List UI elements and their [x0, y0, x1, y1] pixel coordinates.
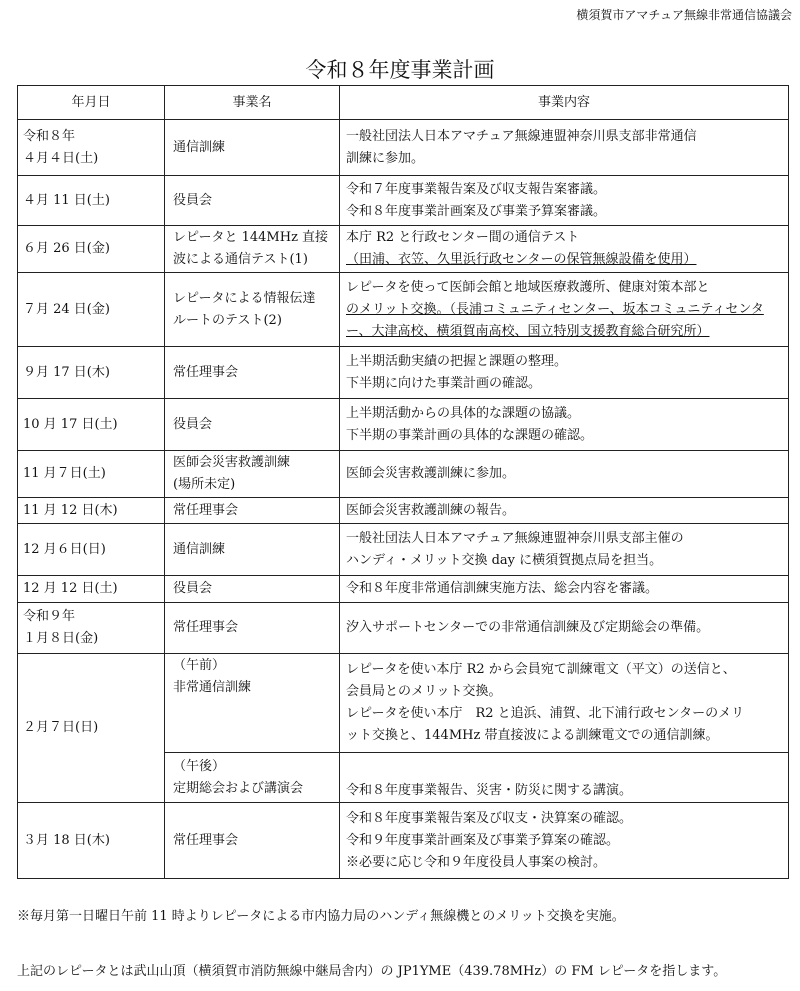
date-cell	[18, 654, 165, 803]
content-line: 令和９年度事業計画案及び事業予算案の確認。	[346, 832, 620, 848]
event-name: 常任理事会	[173, 620, 239, 635]
event-name-cell	[165, 451, 340, 498]
content-line: 令和７年度事業報告案及び収支報告案審議。	[346, 181, 607, 197]
date-line: 令和９年	[23, 609, 76, 624]
event-name: 定期総会および講演会	[173, 780, 304, 796]
event-content-cell	[340, 176, 789, 226]
table-row	[18, 603, 789, 654]
date-line: 12 月 12 日(土)	[23, 581, 118, 596]
organization-name: 横須賀市アマチュア無線非常通信協議会	[576, 8, 792, 22]
header-name: 事業名	[165, 86, 340, 120]
table-row	[18, 498, 789, 524]
event-content-cell	[340, 524, 789, 576]
content-line: 一般社団法人日本アマチュア無線連盟神奈川県支部主催の	[346, 530, 684, 546]
event-name-cell	[165, 753, 340, 803]
content-line: 上半期活動実績の把握と課題の整理。	[346, 353, 568, 369]
date-cell	[18, 273, 165, 347]
event-name: 常任理事会	[173, 502, 239, 518]
date-cell	[18, 399, 165, 451]
content-line: 下半期の事業計画の具体的な課題の確認。	[346, 427, 594, 443]
event-content-cell	[340, 654, 789, 753]
date-line: ２月７日(日)	[23, 720, 99, 735]
event-content-cell	[340, 603, 789, 654]
event-name: 通信訓練	[173, 541, 226, 557]
event-content-cell	[340, 451, 789, 498]
date-line: 11 月 12 日(木)	[23, 502, 118, 518]
event-name: (場所未定)	[173, 477, 236, 492]
event-name-cell	[165, 273, 340, 347]
table-row	[18, 803, 789, 879]
event-content-cell	[340, 753, 789, 803]
content-line: レピータを使い本庁 R2 と追浜、浦賀、北下浦行政センターのメリ	[346, 706, 745, 721]
content-line: 一般社団法人日本アマチュア無線連盟神奈川県支部非常通信	[346, 128, 697, 144]
table-row	[18, 451, 789, 498]
content-line: 会員局とのメリット交換。	[346, 684, 502, 699]
date-line: 令和８年	[23, 128, 76, 144]
monthly-note: ※毎月第一日曜日午前 11 時よりレピータによる市内協力局のハンディ無線機とのメリット交換を実施。	[17, 909, 625, 924]
event-name: レピータと 144MHz 直接	[173, 230, 329, 245]
event-name-cell	[165, 576, 340, 603]
event-name: ルートのテスト(2)	[173, 312, 282, 328]
date-line: ７月 24 日(金)	[23, 301, 110, 317]
event-name-cell	[165, 498, 340, 524]
content-line: （田浦、衣笠、久里浜行政センターの保管無線設備を使用）	[346, 252, 697, 267]
date-cell	[18, 498, 165, 524]
event-content-cell	[340, 576, 789, 603]
event-content-cell	[340, 498, 789, 524]
date-cell	[18, 524, 165, 576]
date-line: ９月 17 日(木)	[23, 364, 110, 380]
content-line: 下半期に向けた事業計画の確認。	[346, 375, 542, 391]
table-row	[18, 273, 789, 347]
event-name-cell	[165, 524, 340, 576]
content-line: 令和８年度事業計画案及び事業予算案審議。	[346, 203, 607, 219]
table-row	[18, 226, 789, 273]
event-name: 医師会災害救護訓練	[173, 455, 291, 470]
event-name-cell	[165, 399, 340, 451]
repeater-note: 上記のレピータとは武山山頂（横須賀市消防無線中継局舎内）の JP1YME（439.78MHz）の FM レピータを指します。	[17, 964, 727, 979]
event-name-cell	[165, 226, 340, 273]
content-line: 本庁 R2 と行政センター間の通信テスト	[346, 230, 580, 245]
event-content-cell	[340, 226, 789, 273]
date-cell	[18, 603, 165, 654]
event-name: 波による通信テスト(1)	[173, 252, 308, 267]
table-row	[18, 120, 789, 176]
header-content: 事業内容	[340, 86, 789, 120]
event-name-cell	[165, 603, 340, 654]
date-line: ４月４日(土)	[23, 150, 99, 166]
event-name: （午前）	[173, 658, 226, 673]
event-name-cell	[165, 803, 340, 879]
content-line: 医師会災害救護訓練の報告。	[346, 502, 516, 518]
date-line: ３月 18 日(木)	[23, 832, 110, 848]
content-line: レピータを使い本庁 R2 から会員宛て訓練電文（平文）の送信と、	[346, 662, 736, 677]
table-row	[18, 524, 789, 576]
event-name: 役員会	[173, 192, 213, 208]
date-line: 10 月 17 日(土)	[23, 416, 118, 432]
event-name: 役員会	[173, 416, 213, 432]
page-title: 令和８年度事業計画	[305, 58, 495, 82]
event-name: レピータによる情報伝達	[173, 290, 316, 306]
event-content-cell	[340, 273, 789, 347]
event-name: 非常通信訓練	[173, 680, 252, 695]
date-line: 12 月６日(日)	[23, 541, 106, 557]
date-cell	[18, 451, 165, 498]
date-line: ４月 11 日(土)	[23, 192, 110, 208]
date-line: ６月 26 日(金)	[23, 241, 110, 256]
content-line: 令和８年度事業報告、災害・防災に関する講演。	[346, 783, 633, 798]
event-name: 通信訓練	[173, 139, 226, 155]
date-cell	[18, 176, 165, 226]
content-line: ハンディ・メリット交換 day に横須賀拠点局を担当。	[346, 552, 663, 568]
event-name-cell	[165, 347, 340, 399]
content-line: 訓練に参加。	[346, 150, 425, 166]
event-name: （午後）	[173, 758, 226, 774]
date-line: １月８日(金)	[23, 631, 99, 646]
date-cell	[18, 576, 165, 603]
event-name: 常任理事会	[173, 832, 239, 848]
content-line: 令和８年度事業報告案及び収支・決算案の確認。	[346, 810, 633, 826]
content-line: ー、大津高校、横須賀南高校、国立特別支援教育総合研究所）	[346, 323, 710, 339]
event-name: 役員会	[173, 581, 213, 596]
event-content-cell	[340, 347, 789, 399]
date-cell	[18, 120, 165, 176]
content-line: 令和８年度非常通信訓練実施方法、総会内容を審議。	[346, 581, 659, 596]
content-line: ※必要に応じ令和９年度役員人事案の検討。	[346, 854, 607, 870]
date-cell	[18, 347, 165, 399]
header-date: 年月日	[18, 86, 165, 120]
event-name-cell	[165, 176, 340, 226]
content-line: レピータを使って医師会館と地域医療救護所、健康対策本部と	[346, 279, 710, 295]
table-row	[18, 654, 789, 753]
date-cell	[18, 226, 165, 273]
event-name-cell	[165, 654, 340, 753]
plan-table	[17, 85, 789, 879]
table-header-row	[18, 86, 789, 120]
content-line: ット交換と、144MHz 帯直接波による訓練電文での通信訓練。	[346, 728, 719, 743]
table-row	[18, 576, 789, 603]
content-line: 汐入サポートセンターでの非常通信訓練及び定期総会の準備。	[346, 620, 710, 635]
event-name: 常任理事会	[173, 364, 239, 380]
event-name-cell	[165, 120, 340, 176]
event-content-cell	[340, 120, 789, 176]
content-line: のメリット交換。（長浦コミュニティセンター、坂本コミュニティセンタ	[346, 301, 764, 317]
date-cell	[18, 803, 165, 879]
date-line: 11 月７日(土)	[23, 466, 106, 481]
event-content-cell	[340, 803, 789, 879]
content-line: 医師会災害救護訓練に参加。	[346, 466, 516, 481]
table-row	[18, 176, 789, 226]
table-row	[18, 347, 789, 399]
content-line: 上半期活動からの具体的な課題の協議。	[346, 405, 581, 421]
table-row	[18, 399, 789, 451]
event-content-cell	[340, 399, 789, 451]
